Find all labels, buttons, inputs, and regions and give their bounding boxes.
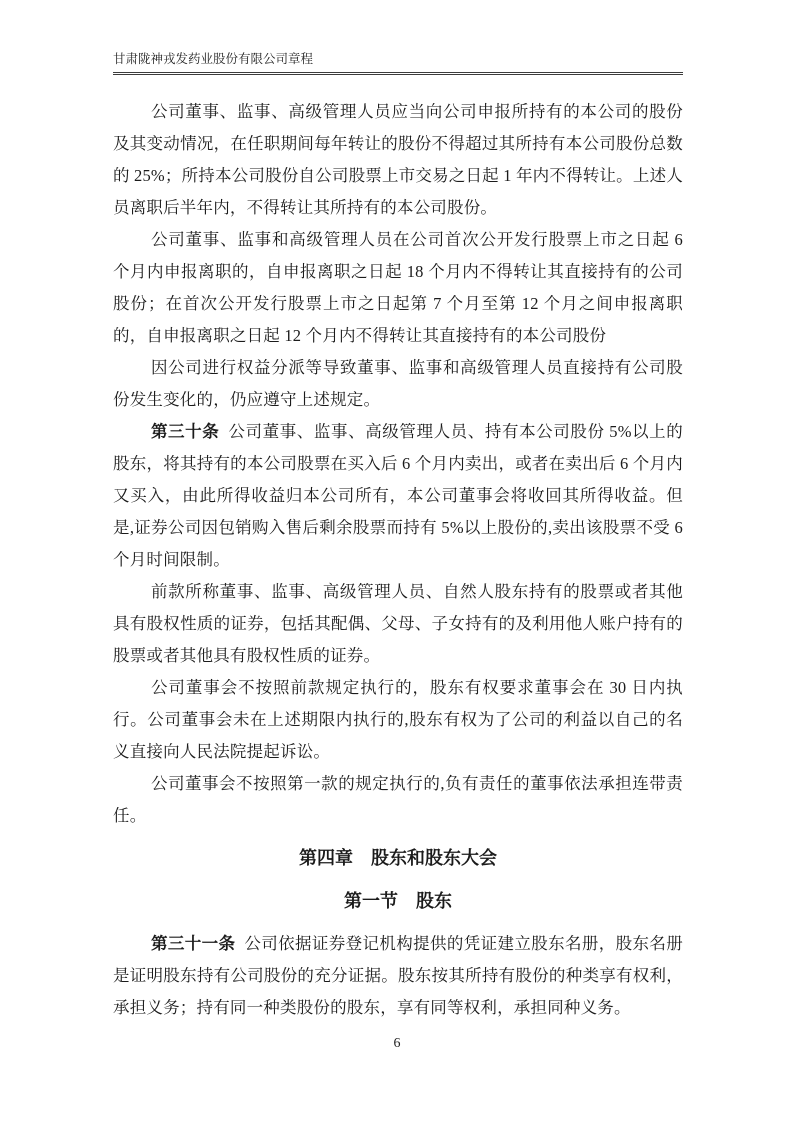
article-number: 第三十一条	[150, 934, 236, 953]
paragraph	[113, 576, 683, 672]
chapter-heading: 第四章 股东和股东大会	[299, 848, 497, 868]
paragraph-article-30	[113, 416, 683, 576]
paragraph-text: 公司董事会不按照前款规定执行的，股东有权要求董事会在 30 日内执行。公司董事会未在上述期限内执行的,股东有权为了公司的利益以自己的名义直接向人民法院提起诉讼。	[113, 678, 683, 761]
paragraph-text: 公司董事会不按照第一款的规定执行的,负有责任的董事依法承担连带责任。	[113, 774, 683, 825]
paragraph	[113, 224, 683, 352]
page-number: 6	[393, 1036, 401, 1051]
paragraph-article-31	[113, 928, 683, 1024]
paragraph-text: 前款所称董事、监事、高级管理人员、自然人股东持有的股票或者其他具有股权性质的证券，包括其配偶、父母、子女持有的及利用他人账户持有的股票或者其他具有股权性质的证券。	[113, 582, 683, 665]
paragraph	[113, 96, 683, 224]
paragraph-text: 公司董事、监事、高级管理人员应当向公司申报所持有的本公司的股份及其变动情况，在任职期间每年转让的股份不得超过其所持有本公司股份总数的 25%；所持本公司股份自公司股票上市交易之日起 1 年内不得转让。上述人员离职后半年内，不得转让其所持有的本公司股份。	[113, 102, 683, 217]
paragraph	[113, 352, 683, 416]
document-body	[113, 96, 683, 1024]
paragraph-text: 公司董事、监事和高级管理人员在公司首次公开发行股票上市之日起 6 个月内申报离职的，自申报离职之日起 18 个月内不得转让其直接持有的公司股份；在首次公开发行股票上市之日起第 7 个月至第 12 个月之间申报离职的，自申报离职之日起 12 个月内不得转让其直接持有的本公司股份	[113, 230, 683, 345]
article-number: 第三十条	[150, 422, 220, 441]
section-heading: 第一节 股东	[344, 891, 452, 911]
page-header	[113, 50, 683, 75]
paragraph	[113, 768, 683, 832]
paragraph-text: 因公司进行权益分派等导致董事、监事和高级管理人员直接持有公司股份发生变化的，仍应遵守上述规定。	[113, 358, 683, 409]
page-footer	[0, 1034, 794, 1054]
paragraph	[113, 672, 683, 768]
paragraph-text: 公司依据证券登记机构提供的凭证建立股东名册，股东名册是证明股东持有公司股份的充分证据。股东按其所持有股份的种类享有权利，承担义务；持有同一种类股份的股东，享有同等权利，承担同种义务。	[113, 934, 684, 1017]
paragraph-text: 公司董事、监事、高级管理人员、持有本公司股份 5%以上的股东，将其持有的本公司股票在买入后 6 个月内卖出，或者在卖出后 6 个月内又买入，由此所得收益归本公司所有，本公司董事会将收回其所得收益。但是,证券公司因包销购入售后剩余股票而持有 5%以上股份的,卖出该股票不受 6 个月时间限制。	[113, 422, 683, 569]
header-title: 甘肃陇神戎发药业股份有限公司章程	[113, 52, 314, 66]
